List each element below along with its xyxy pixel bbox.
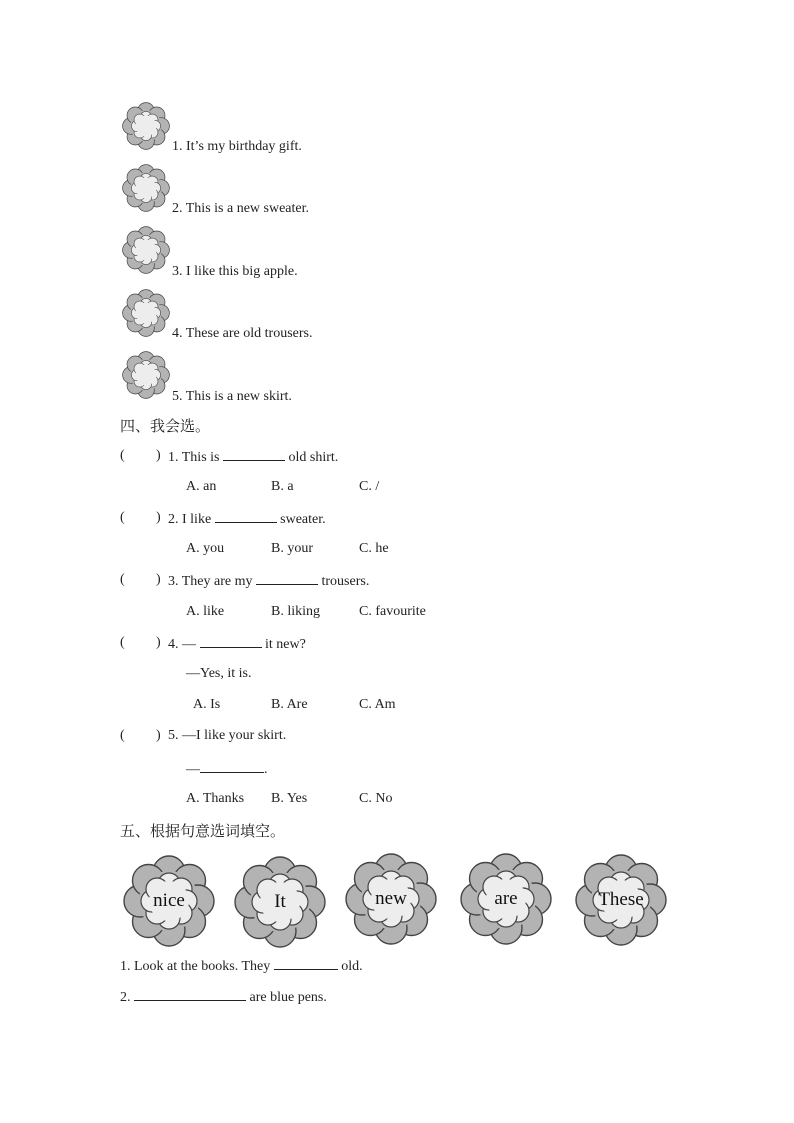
answer-paren-close: ) bbox=[156, 448, 161, 463]
question-text: trousers. bbox=[321, 574, 370, 589]
fill-sentence-1 bbox=[120, 957, 363, 975]
answer-paren-open: ( bbox=[120, 448, 125, 463]
option-a: A. Is bbox=[193, 697, 221, 712]
flower-icon bbox=[120, 100, 172, 152]
answer-paren-open: ( bbox=[120, 572, 125, 587]
question-text: 3. They are my bbox=[168, 574, 253, 589]
section4-heading: 四、我会选。 bbox=[120, 417, 211, 435]
option-c: C. Am bbox=[359, 697, 396, 712]
option-b: B. Are bbox=[271, 697, 308, 712]
word-option: are bbox=[494, 888, 518, 909]
listen-item-4: 4. These are old trousers. bbox=[172, 326, 313, 341]
word-flower-these bbox=[571, 850, 671, 950]
reply-dash: — bbox=[186, 762, 200, 777]
flower-icon bbox=[120, 349, 172, 401]
option-c: C. he bbox=[359, 541, 389, 556]
answer-paren-close: ) bbox=[156, 635, 161, 650]
reply-end: . bbox=[264, 762, 268, 777]
question-text: 4. — bbox=[168, 637, 196, 652]
option-c: C. favourite bbox=[359, 604, 426, 619]
answer-paren-close: ) bbox=[156, 728, 161, 743]
option-c: C. No bbox=[359, 791, 393, 806]
answer-paren-close: ) bbox=[156, 510, 161, 525]
section5-heading: 五、根据句意选词填空。 bbox=[120, 822, 286, 840]
question-5: 5. —I like your skirt. bbox=[168, 728, 287, 743]
option-a: A. like bbox=[186, 604, 225, 619]
word-option: new bbox=[375, 888, 407, 909]
sentence-text: old. bbox=[341, 959, 363, 974]
question-text: 2. I like bbox=[168, 512, 212, 527]
question-text: sweater. bbox=[280, 512, 326, 527]
question-4 bbox=[168, 635, 306, 653]
listen-item-1: 1. It’s my birthday gift. bbox=[172, 139, 302, 154]
question-3 bbox=[168, 572, 369, 590]
question-text: 1. This is bbox=[168, 450, 220, 465]
option-a: A. an bbox=[186, 479, 217, 494]
word-option: These bbox=[598, 889, 644, 910]
reply-line: —Yes, it is. bbox=[186, 666, 252, 681]
answer-paren-open: ( bbox=[120, 635, 125, 650]
answer-blank[interactable] bbox=[215, 510, 277, 523]
listen-item-3: 3. I like this big apple. bbox=[172, 264, 298, 279]
flower-icon bbox=[120, 287, 172, 339]
answer-blank[interactable] bbox=[134, 988, 246, 1001]
question-text: it new? bbox=[265, 637, 306, 652]
answer-blank[interactable] bbox=[274, 957, 338, 970]
option-a: A. you bbox=[186, 541, 225, 556]
flower-icon bbox=[120, 224, 172, 276]
answer-paren-close: ) bbox=[156, 572, 161, 587]
question-text: old shirt. bbox=[288, 450, 339, 465]
question-1 bbox=[168, 448, 338, 466]
sentence-text: 2. bbox=[120, 990, 131, 1005]
flower-icon bbox=[120, 162, 172, 214]
reply-line bbox=[186, 760, 268, 778]
option-a: A. Thanks bbox=[186, 791, 245, 806]
answer-blank[interactable] bbox=[256, 572, 318, 585]
word-flower-are bbox=[456, 849, 556, 949]
option-b: B. Yes bbox=[271, 791, 308, 806]
sentence-text: are blue pens. bbox=[249, 990, 327, 1005]
option-b: B. liking bbox=[271, 604, 321, 619]
word-option: nice bbox=[153, 890, 185, 911]
sentence-text: 1. Look at the books. They bbox=[120, 959, 271, 974]
answer-paren-open: ( bbox=[120, 510, 125, 525]
answer-blank[interactable] bbox=[223, 448, 285, 461]
option-c: C. / bbox=[359, 479, 380, 494]
fill-sentence-2 bbox=[120, 988, 327, 1006]
word-flower-it bbox=[230, 852, 330, 952]
answer-blank[interactable] bbox=[200, 635, 262, 648]
word-flower-nice bbox=[119, 851, 219, 951]
listen-item-5: 5. This is a new skirt. bbox=[172, 389, 292, 404]
listen-item-2: 2. This is a new sweater. bbox=[172, 201, 309, 216]
option-b: B. your bbox=[271, 541, 313, 556]
answer-blank[interactable] bbox=[200, 760, 264, 773]
question-2 bbox=[168, 510, 326, 528]
option-b: B. a bbox=[271, 479, 294, 494]
word-flower-new bbox=[341, 849, 441, 949]
word-option: It bbox=[274, 891, 286, 912]
answer-paren-open: ( bbox=[120, 728, 125, 743]
